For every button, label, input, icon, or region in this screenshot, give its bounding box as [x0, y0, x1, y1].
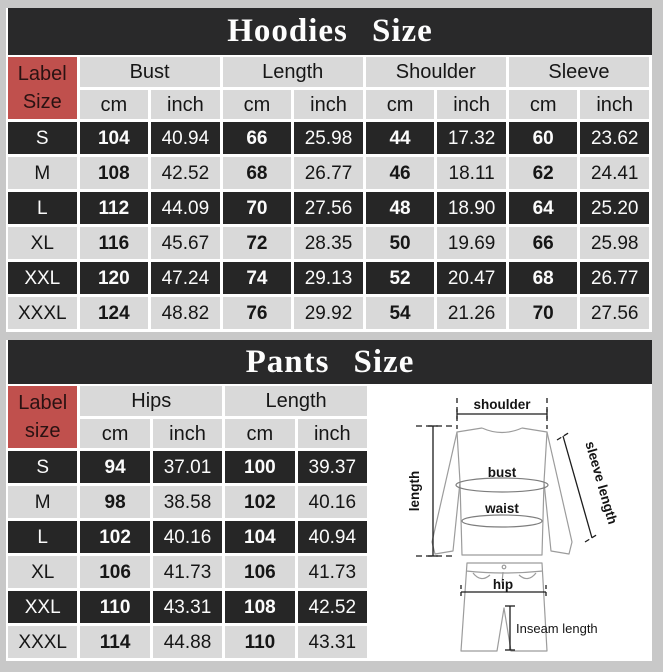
pants-table: [8, 384, 370, 661]
pants-table-title: Pants Size: [8, 340, 652, 384]
table-cell: 70: [223, 192, 292, 224]
row-label: XXL: [8, 591, 77, 623]
table-cell: 42.52: [151, 157, 220, 189]
table-cell: 98: [80, 486, 149, 518]
table-cell: 102: [225, 486, 294, 518]
unit-header: cm: [366, 90, 435, 119]
table-cell: 38.58: [153, 486, 222, 518]
table-cell: 27.56: [294, 192, 363, 224]
table-cell: 94: [80, 451, 149, 483]
pants-body: [8, 384, 652, 661]
table-cell: 104: [80, 122, 149, 154]
table-cell: 46: [366, 157, 435, 189]
label-size-header-cell: [8, 57, 77, 119]
table-cell: 62: [509, 157, 578, 189]
table-cell: 120: [80, 262, 149, 294]
unit-header: inch: [153, 419, 222, 448]
table-cell: 42.52: [298, 591, 367, 623]
row-label: XXL: [8, 262, 77, 294]
unit-header: inch: [580, 90, 649, 119]
table-cell: 108: [225, 591, 294, 623]
table-cell: 29.13: [294, 262, 363, 294]
table-cell: 18.90: [437, 192, 506, 224]
table-cell: 116: [80, 227, 149, 259]
table-cell: 26.77: [580, 262, 649, 294]
column-group-sleeve: Sleeve: [509, 57, 649, 87]
table-cell: 18.11: [437, 157, 506, 189]
row-label: S: [8, 122, 77, 154]
hoodies-size-section: [6, 8, 652, 332]
row-label: S: [8, 451, 77, 483]
table-cell: 25.98: [580, 227, 649, 259]
table-cell: 45.67: [151, 227, 220, 259]
label-header-line2: size: [24, 420, 61, 442]
row-label: XXXL: [8, 297, 77, 329]
column-group-hips: Hips: [80, 386, 222, 416]
table-cell: 21.26: [437, 297, 506, 329]
table-cell: 40.94: [151, 122, 220, 154]
label-header-line1: Label: [17, 63, 67, 85]
row-label: XXXL: [8, 626, 77, 658]
table-cell: 52: [366, 262, 435, 294]
measurement-diagram: [370, 384, 652, 661]
table-cell: 110: [80, 591, 149, 623]
table-cell: 74: [223, 262, 292, 294]
table-cell: 43.31: [298, 626, 367, 658]
table-cell: 47.24: [151, 262, 220, 294]
hoodies-table-title: Hoodies Size: [8, 8, 652, 55]
table-cell: 37.01: [153, 451, 222, 483]
table-cell: 114: [80, 626, 149, 658]
column-group-length: Length: [225, 386, 367, 416]
label-header-line1: Label: [18, 392, 68, 414]
table-cell: 17.32: [437, 122, 506, 154]
unit-header: inch: [294, 90, 363, 119]
table-cell: 104: [225, 521, 294, 553]
row-label: M: [8, 157, 77, 189]
measurement-lines: [416, 398, 598, 650]
table-cell: 41.73: [153, 556, 222, 588]
table-cell: 64: [509, 192, 578, 224]
table-cell: 102: [80, 521, 149, 553]
table-cell: 28.35: [294, 227, 363, 259]
garment-measurement-illustration: [370, 384, 652, 661]
unit-header: cm: [80, 419, 149, 448]
diagram-label-waist: waist: [485, 501, 519, 516]
row-label: L: [8, 521, 77, 553]
table-cell: 44.09: [151, 192, 220, 224]
table-cell: 106: [225, 556, 294, 588]
diagram-label-inseam-length: Inseam length: [516, 621, 598, 636]
unit-header: cm: [509, 90, 578, 119]
hoodies-table: [8, 55, 652, 332]
table-cell: 23.62: [580, 122, 649, 154]
unit-header: cm: [80, 90, 149, 119]
row-label: M: [8, 486, 77, 518]
table-cell: 44: [366, 122, 435, 154]
diagram-label-hip: hip: [492, 577, 514, 592]
table-cell: 106: [80, 556, 149, 588]
table-cell: 72: [223, 227, 292, 259]
table-cell: 48.82: [151, 297, 220, 329]
table-cell: 108: [80, 157, 149, 189]
table-cell: 26.77: [294, 157, 363, 189]
label-header-line2: Size: [22, 91, 62, 113]
table-cell: 20.47: [437, 262, 506, 294]
column-group-bust: Bust: [80, 57, 220, 87]
row-label: XL: [8, 227, 77, 259]
table-cell: 25.20: [580, 192, 649, 224]
row-label: XL: [8, 556, 77, 588]
table-cell: 40.94: [298, 521, 367, 553]
label-size-header-cell: [8, 386, 77, 448]
table-cell: 68: [223, 157, 292, 189]
shirt-outline: [432, 428, 572, 555]
table-cell: 40.16: [298, 486, 367, 518]
diagram-label-shoulder: shoulder: [473, 397, 531, 412]
pants-size-section: [6, 340, 652, 661]
table-cell: 44.88: [153, 626, 222, 658]
column-group-shoulder: Shoulder: [366, 57, 506, 87]
table-cell: 48: [366, 192, 435, 224]
column-group-length: Length: [223, 57, 363, 87]
table-cell: 24.41: [580, 157, 649, 189]
unit-header: inch: [151, 90, 220, 119]
row-label: L: [8, 192, 77, 224]
table-cell: 25.98: [294, 122, 363, 154]
table-cell: 60: [509, 122, 578, 154]
table-cell: 66: [223, 122, 292, 154]
diagram-label-length: length: [407, 470, 422, 512]
table-cell: 41.73: [298, 556, 367, 588]
table-cell: 50: [366, 227, 435, 259]
table-cell: 100: [225, 451, 294, 483]
table-cell: 19.69: [437, 227, 506, 259]
unit-header: cm: [225, 419, 294, 448]
table-cell: 27.56: [580, 297, 649, 329]
table-cell: 68: [509, 262, 578, 294]
unit-header: inch: [437, 90, 506, 119]
table-cell: 76: [223, 297, 292, 329]
table-cell: 66: [509, 227, 578, 259]
table-cell: 124: [80, 297, 149, 329]
table-cell: 43.31: [153, 591, 222, 623]
diagram-label-sleeve-length: sleeve length: [582, 439, 621, 526]
table-cell: 54: [366, 297, 435, 329]
table-cell: 39.37: [298, 451, 367, 483]
table-cell: 112: [80, 192, 149, 224]
unit-header: inch: [298, 419, 367, 448]
table-cell: 70: [509, 297, 578, 329]
table-cell: 29.92: [294, 297, 363, 329]
diagram-label-bust: bust: [487, 465, 517, 480]
table-cell: 40.16: [153, 521, 222, 553]
unit-header: cm: [223, 90, 292, 119]
table-cell: 110: [225, 626, 294, 658]
